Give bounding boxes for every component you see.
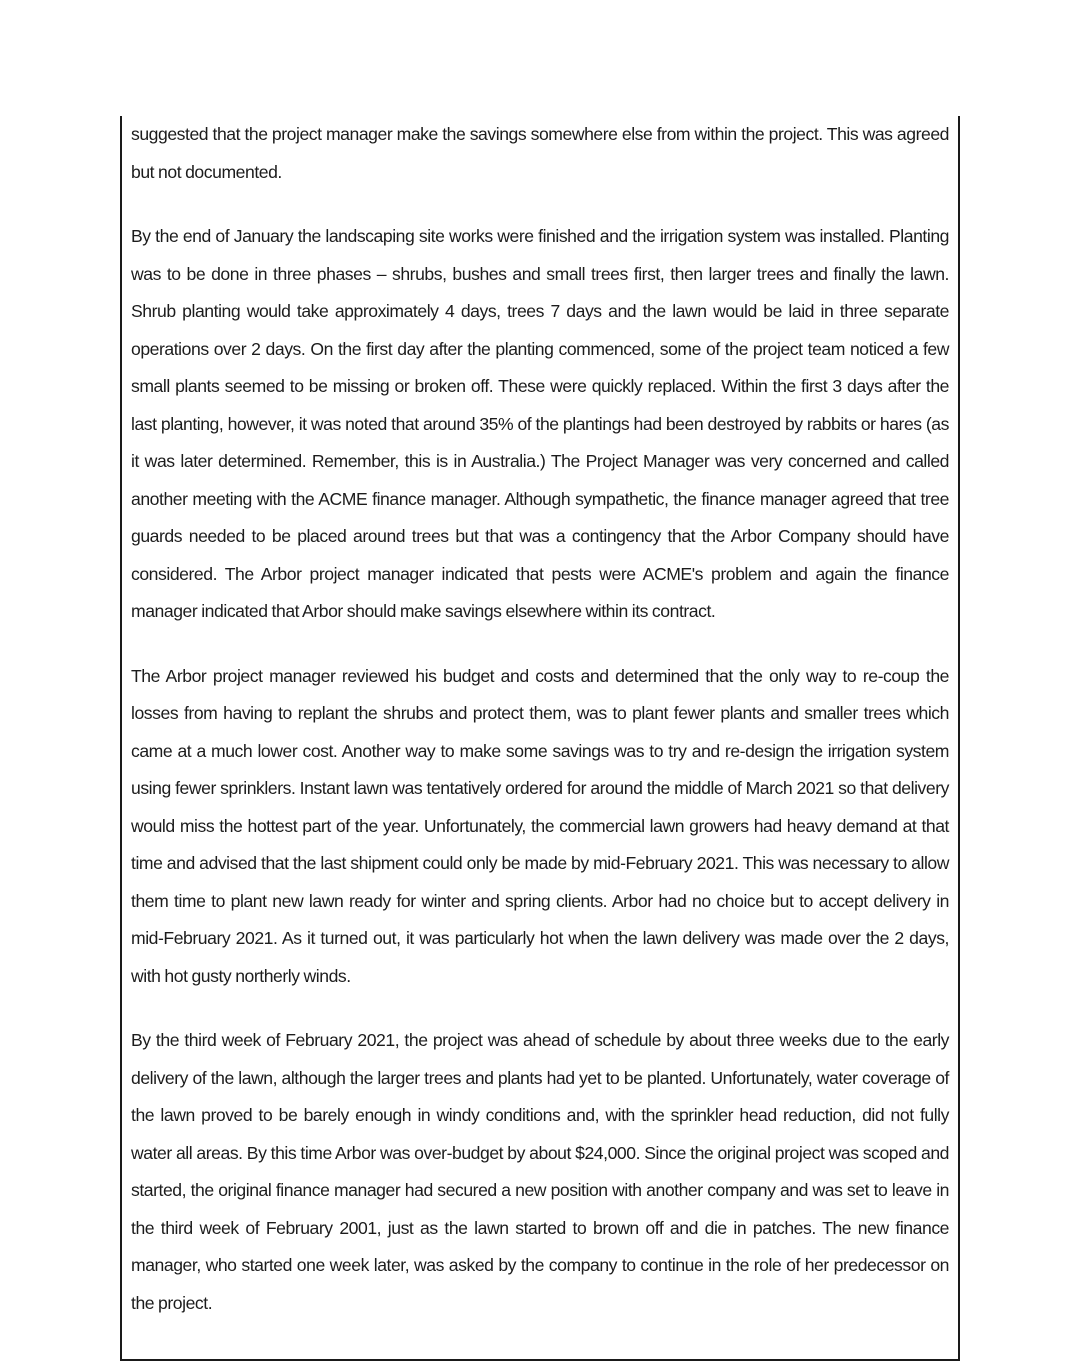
document-body	[131, 116, 949, 1322]
paragraph-1: suggested that the project manager make the savings somewhere else from within the project. This was agreed but not documented.	[131, 124, 949, 182]
paragraph-3: The Arbor project manager reviewed his budget and costs and determined that the only way to re-coup the losses from having to replant the shrubs and protect them, was to plant fewer plants and smaller trees which came at a much lower cost. Another way to make some savings was to try and re-design the irrigation system using fewer sprinklers. Instant lawn was tentatively ordered for around the middle of March 2021 so that delivery would miss the hottest part of the year. Unfortunately, the commercial lawn growers had heavy demand at that time and advised that the last shipment could only be made by mid-February 2021. This was necessary to allow them time to plant new lawn ready for winter and spring clients. Arbor had no choice but to accept delivery in mid-February 2021. As it turned out, it was particularly hot when the lawn delivery was made over the 2 days, with hot gusty northerly winds.	[131, 665, 949, 986]
paragraph-4: By the third week of February 2021, the project was ahead of schedule by about three weeks due to the early delivery of the lawn, although the larger trees and plants had yet to be planted. Unfortunately, water coverage of the lawn proved to be barely enough in windy conditions and, with the sprinkler head reduction, did not fully water all areas. By this time Arbor was over-budget by about $24,000. Since the original project was scoped and started, the original finance manager had secured a new position with another company and was set to leave in the third week of February 2001, just as the lawn started to brown off and die in patches. The new finance manager, who started one week later, was asked by the company to continue in the role of her predecessor on the project.	[131, 1030, 949, 1313]
paragraph-2: By the end of January the landscaping site works were finished and the irrigation system was installed. Planting was to be done in three phases – shrubs, bushes and small trees first, then larger trees and finally the lawn. Shrub planting would take approximately 4 days, trees 7 days and the lawn would be laid in three separate operations over 2 days. On the first day after the planting commenced, some of the project team noticed a few small plants seemed to be missing or broken off. These were quickly replaced. Within the first 3 days after the last planting, however, it was noted that around 35% of the plantings had been destroyed by rabbits or hares (as it was later determined. Remember, this is in Australia.) The Project Manager was very concerned and called another meeting with the ACME finance manager. Although sympathetic, the finance manager agreed that tree guards needed to be placed around trees but that was a contingency that the Arbor Company should have considered. The Arbor project manager indicated that pests were ACME's problem and again the finance manager indicated that Arbor should make savings elsewhere within its contract.	[131, 226, 949, 621]
